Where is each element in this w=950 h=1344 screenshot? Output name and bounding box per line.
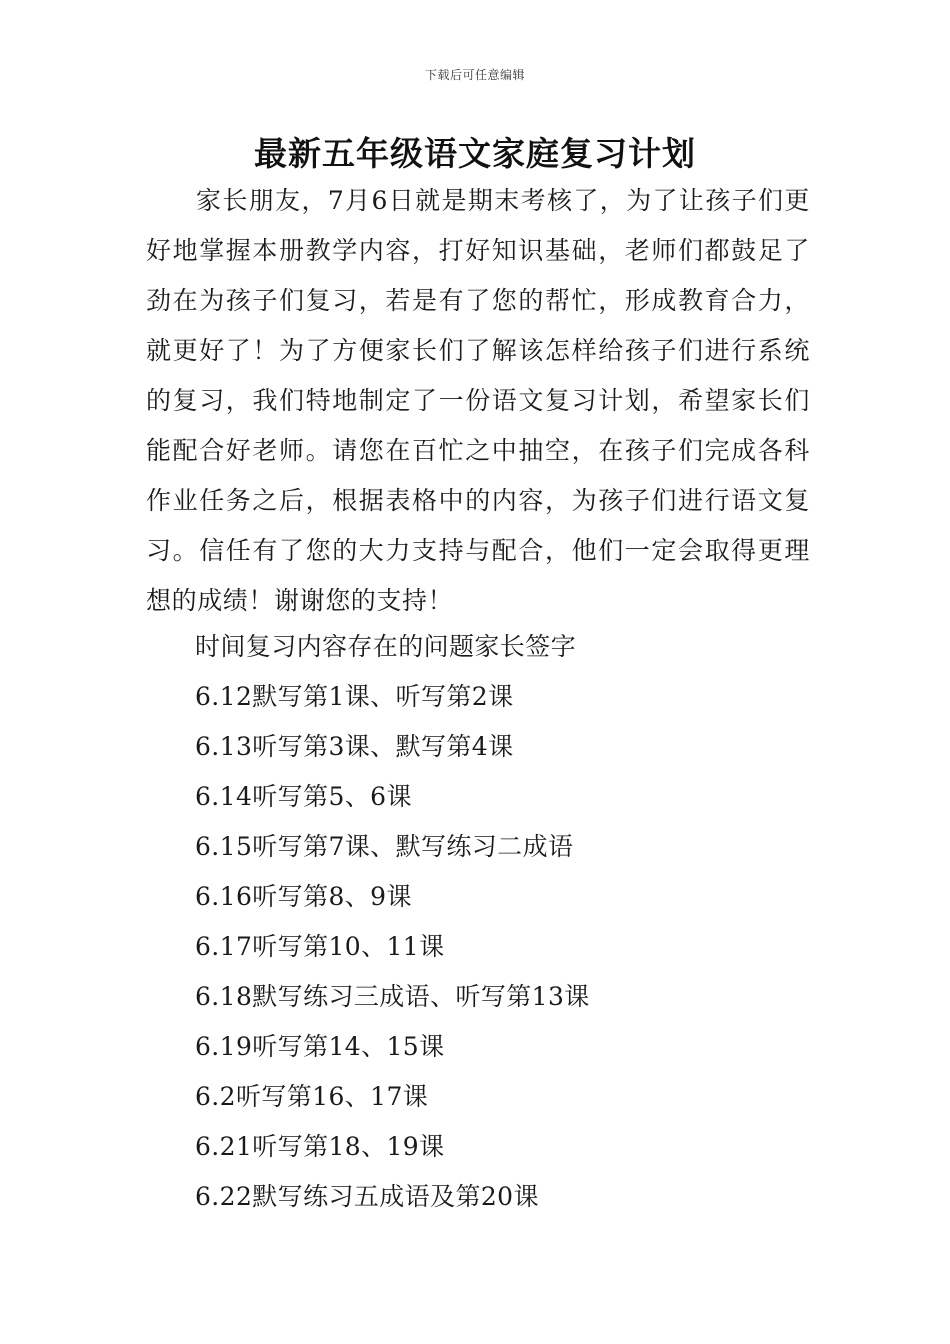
- schedule-row: 6.16听写第8、9课: [195, 882, 412, 911]
- schedule-row: 6.17听写第10、11课: [195, 932, 445, 961]
- schedule-header: 时间复习内容存在的问题家长签字: [195, 632, 577, 661]
- schedule-row: 6.18默写练习三成语、听写第13课: [195, 982, 590, 1011]
- schedule-row: 6.12默写第1课、听写第2课: [195, 682, 514, 711]
- document-title: 最新五年级语文家庭复习计划: [254, 134, 696, 173]
- intro-paragraph: 家长朋友，7月6日就是期末考核了，为了让孩子们更好地掌握本册教学内容，打好知识基础，老师们都鼓足了劲在为孩子们复习，若是有了您的帮忙，形成教育合力，就更好了！为了方便家长们了解该怎样给孩子们进行系统的复习，我们特地制定了一份语文复习计划，希望家长们能配合好老师。请您在百忙之中抽空，在孩子们完成各科作业任务之后，根据表格中的内容，为孩子们进行语文复习。信任有了您的大力支持与配合，他们一定会取得更理想的成绩！谢谢您的支持！: [146, 186, 810, 615]
- schedule-row: 6.2听写第16、17课: [195, 1082, 429, 1111]
- schedule-row: 6.21听写第18、19课: [195, 1132, 445, 1161]
- header-note: 下载后可任意编辑: [424, 68, 525, 82]
- schedule-row: 6.14听写第5、6课: [195, 782, 412, 811]
- schedule-row: 6.15听写第7课、默写练习二成语: [195, 832, 574, 861]
- review-schedule: [195, 622, 815, 1222]
- schedule-row: 6.13听写第3课、默写第4课: [195, 732, 514, 761]
- schedule-row: 6.22默写练习五成语及第20课: [195, 1182, 539, 1211]
- schedule-row: 6.19听写第14、15课: [195, 1032, 445, 1061]
